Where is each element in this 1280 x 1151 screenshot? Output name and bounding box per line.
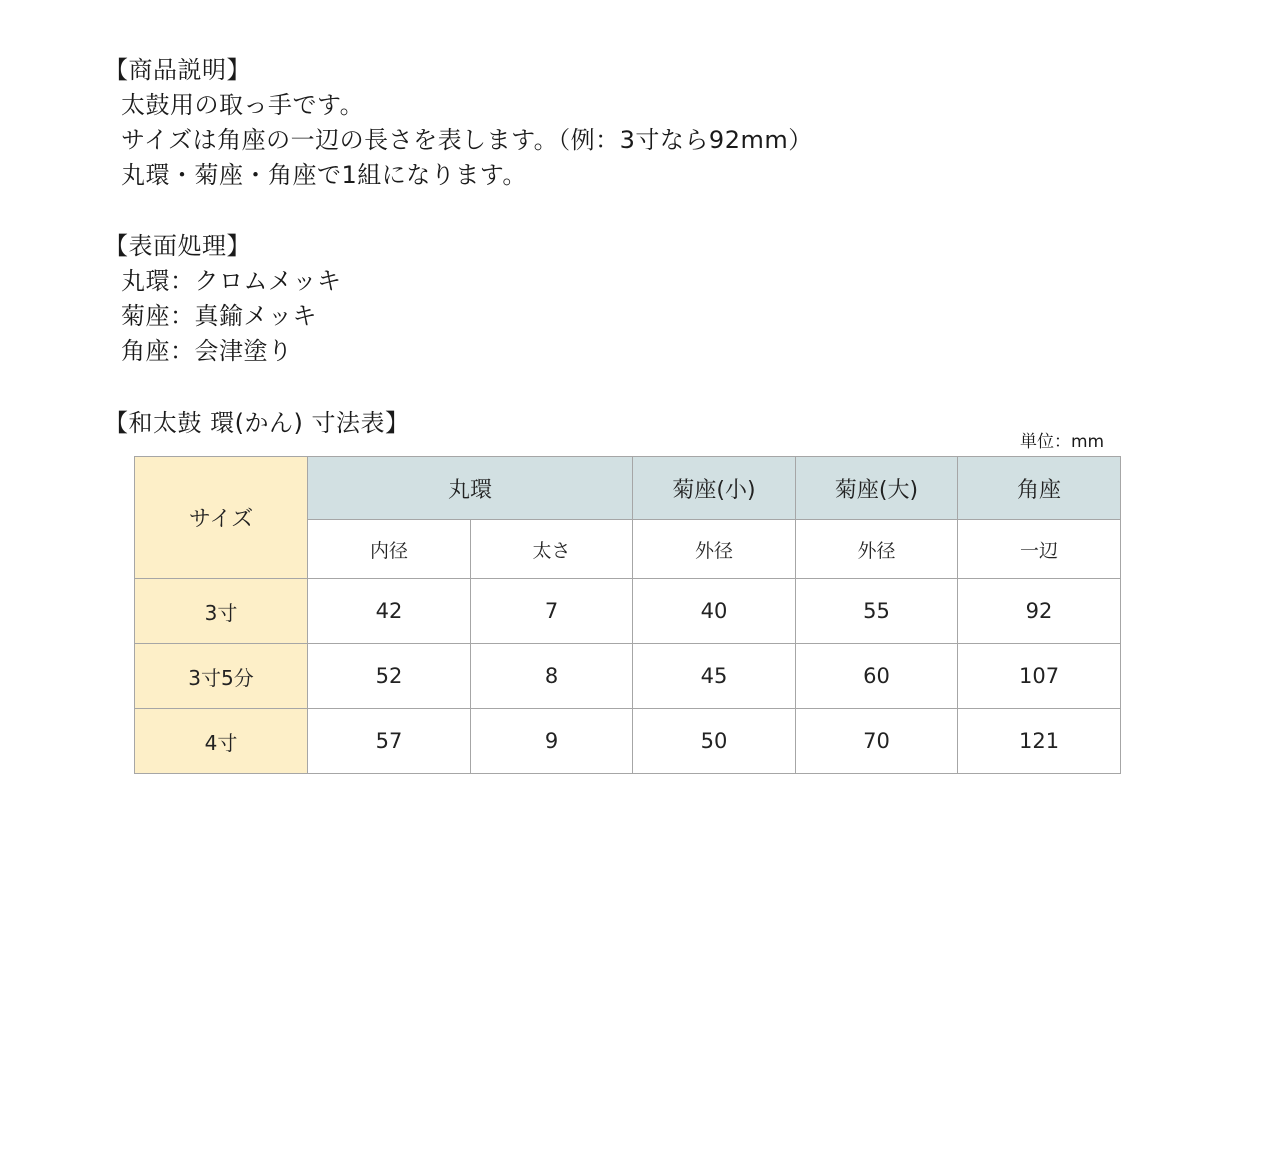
product-description-section	[104, 53, 813, 193]
table-header-row	[135, 457, 1121, 520]
value-cell: 121	[958, 709, 1121, 774]
subheader-cell: 太さ	[471, 520, 633, 579]
value-cell: 50	[633, 709, 796, 774]
description-line: サイズは角座の一辺の長さを表します。（例：3寸なら92mm）	[121, 126, 813, 154]
subheader-cell: 外径	[796, 520, 958, 579]
value-cell: 107	[958, 644, 1121, 709]
value-cell: 40	[633, 579, 796, 644]
table-row	[135, 579, 1121, 644]
surface-treatment-section	[104, 229, 342, 369]
subheader-cell: 一辺	[958, 520, 1121, 579]
square-header-cell: 角座	[958, 457, 1121, 520]
subheader-cell: 外径	[633, 520, 796, 579]
value-cell: 60	[796, 644, 958, 709]
size-cell: 3寸	[135, 579, 308, 644]
table-row	[135, 644, 1121, 709]
surface-treatment-line: 丸環：クロムメッキ	[121, 267, 342, 295]
description-line: 丸環・菊座・角座で1組になります。	[121, 161, 527, 189]
description-line: 太鼓用の取っ手です。	[121, 91, 365, 119]
size-header-cell: サイズ	[135, 457, 308, 579]
product-description-heading: 【商品説明】	[104, 56, 251, 84]
value-cell: 45	[633, 644, 796, 709]
dimension-table	[134, 456, 1121, 774]
value-cell: 9	[471, 709, 633, 774]
size-cell: 4寸	[135, 709, 308, 774]
value-cell: 70	[796, 709, 958, 774]
kiku-small-header-cell: 菊座(小)	[633, 457, 796, 520]
surface-treatment-line: 菊座：真鍮メッキ	[121, 302, 317, 330]
table-row	[135, 709, 1121, 774]
subheader-cell: 内径	[308, 520, 471, 579]
size-cell: 3寸5分	[135, 644, 308, 709]
surface-treatment-line: 角座：会津塗り	[121, 337, 293, 365]
value-cell: 7	[471, 579, 633, 644]
value-cell: 8	[471, 644, 633, 709]
unit-label: 単位：mm	[1020, 432, 1105, 452]
dimension-table-title: 【和太鼓 環(かん) 寸法表】	[104, 409, 410, 437]
value-cell: 42	[308, 579, 471, 644]
ring-header-cell: 丸環	[308, 457, 633, 520]
value-cell: 57	[308, 709, 471, 774]
value-cell: 92	[958, 579, 1121, 644]
surface-treatment-heading: 【表面処理】	[104, 232, 251, 260]
value-cell: 55	[796, 579, 958, 644]
kiku-large-header-cell: 菊座(大)	[796, 457, 958, 520]
value-cell: 52	[308, 644, 471, 709]
